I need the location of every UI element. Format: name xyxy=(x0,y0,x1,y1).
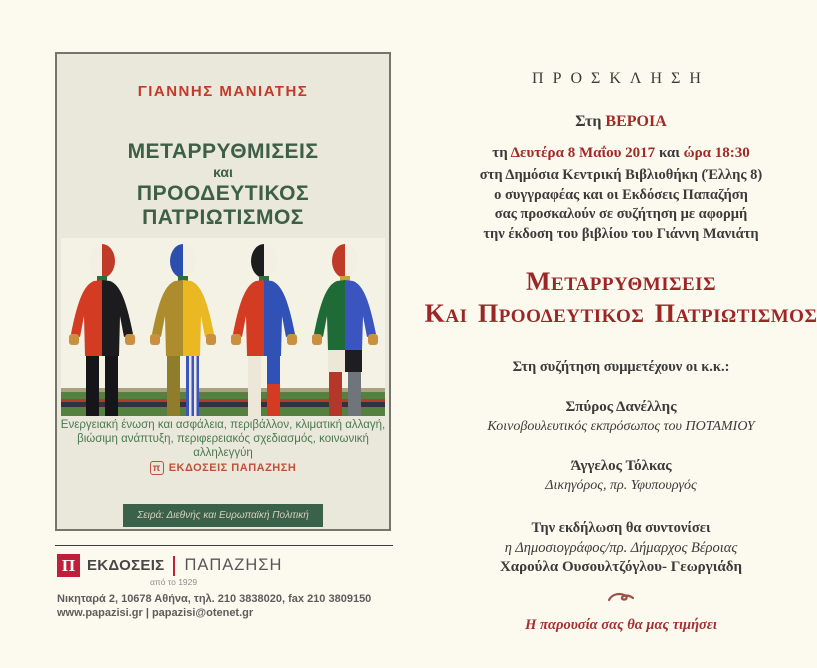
featured-book-title: ΜΕΤΑΡΡΥΘΜΙΣΕΙΣ ΚΑΙ ΠΡΟΟΔΕΥΤΙΚΟΣ ΠΑΤΡΙΩΤΙΣΜΟΣ xyxy=(424,267,817,328)
invitation-line1: ο συγγραφέας και οι Εκδόσεις Παπαζήση xyxy=(494,186,748,203)
book-title xyxy=(57,140,389,229)
publisher-name-divider xyxy=(173,556,175,576)
book-title-line1: ΜΕΤΑΡΡΥΘΜΙΣΕΙΣ xyxy=(127,140,319,163)
cover-artwork-sportsmen xyxy=(61,238,385,416)
moderator-intro: Την εκδήλωση θα συντονίσει xyxy=(531,520,711,536)
book-author: ΓΙΑΝΝΗΣ ΜΑΝΙΑΤΗΣ xyxy=(137,83,309,100)
papazisi-pi-icon: π xyxy=(150,461,164,475)
invitation-body xyxy=(420,166,817,244)
city-prefix: Στη xyxy=(575,113,606,130)
participant-2-role: Δικηγόρος, πρ. Υφυπουργός xyxy=(545,478,697,493)
publisher-name-part1: ΕΚΔΟΣΕΙΣ xyxy=(87,557,165,574)
book-subtitle-line1: Ενεργειακή ένωση και ασφάλεια, περιβάλλον, κλιματική αλλαγή, xyxy=(60,418,386,431)
time-conjunction: και xyxy=(655,145,684,161)
publisher-name-part2: ΠΑΠΑΖΗΣΗ xyxy=(184,556,283,574)
date-prefix: τη xyxy=(492,145,511,161)
series-banner: Σειρά: Διεθνής και Ευρωπαϊκή Πολιτική xyxy=(123,504,323,527)
closing-line: Η παρουσία σας θα μας τιμήσει xyxy=(525,616,717,633)
book-title-line3: ΠΡΟΟΔΕΥΤΙΚΟΣ ΠΑΤΡΙΩΤΙΣΜΟΣ xyxy=(136,182,310,229)
cover-publisher-label: ΕΚΔΟΣΕΙΣ ΠΑΠΑΖΗΣΗ xyxy=(168,462,297,474)
participant-1-name: Σπύρος Δανέλλης xyxy=(565,399,677,415)
city-name: ΒΕΡΟΙΑ xyxy=(605,113,667,130)
invitation-panel xyxy=(420,0,817,668)
event-time: ώρα 18:30 xyxy=(683,145,750,161)
invitation-line3: την έκδοση του βιβλίου του Γιάννη Μανιάτη xyxy=(483,225,759,242)
book-cover xyxy=(55,52,391,531)
moderator-name: Χαρούλα Ουσουλτζόγλου- Γεωργιάδη xyxy=(499,559,743,575)
footer-divider xyxy=(55,545,393,546)
invitation-line2: σας προσκαλούν σε συζήτηση με αφορμή xyxy=(494,206,748,222)
publisher-since: από το 1929 xyxy=(150,577,198,587)
publisher-address: Νικηταρά 2, 10678 Αθήνα, τηλ. 210 3838020, fax 210 3809150 xyxy=(57,593,372,605)
event-venue: στη Δημόσια Κεντρική Βιβλιοθήκη (Έλλης 8) xyxy=(479,167,763,183)
participant-1-role: Κοινοβουλευτικός εκπρόσωπος του ΠΟΤΑΜΙΟΥ xyxy=(487,419,755,434)
book-title-line2: και xyxy=(213,164,233,181)
book-subtitle xyxy=(57,418,389,460)
moderator-role: η Δημοσιογράφος/πρ. Δήμαρχος Βέροιας xyxy=(504,539,738,556)
invitation-datetime-line xyxy=(420,145,817,162)
invitation-city-line xyxy=(420,113,817,131)
cover-publisher xyxy=(57,461,389,475)
publisher-logo xyxy=(57,554,282,577)
participant-1 xyxy=(420,399,817,435)
flourish-ornament-icon xyxy=(420,590,817,604)
event-date: Δευτέρα 8 Μαΐου 2017 xyxy=(510,145,656,161)
publisher-contact xyxy=(57,592,371,620)
participant-2 xyxy=(420,458,817,494)
book-subtitle-line2: βιώσιμη ανάπτυξη, περιφερειακός σχεδιασμός, κοινωνική αλληλεγγύη xyxy=(77,432,369,459)
invitation-heading: ΠΡΟΣΚΛΗΣΗ xyxy=(532,70,710,87)
participants-intro: Στη συζήτηση συμμετέχουν οι κ.κ.: xyxy=(512,359,730,375)
publisher-pi-icon: Π xyxy=(57,554,80,577)
moderator-block xyxy=(420,519,817,578)
publisher-web[interactable]: www.papazisi.gr | papazisi@otenet.gr xyxy=(57,607,254,619)
participant-2-name: Άγγελος Τόλκας xyxy=(570,458,672,474)
